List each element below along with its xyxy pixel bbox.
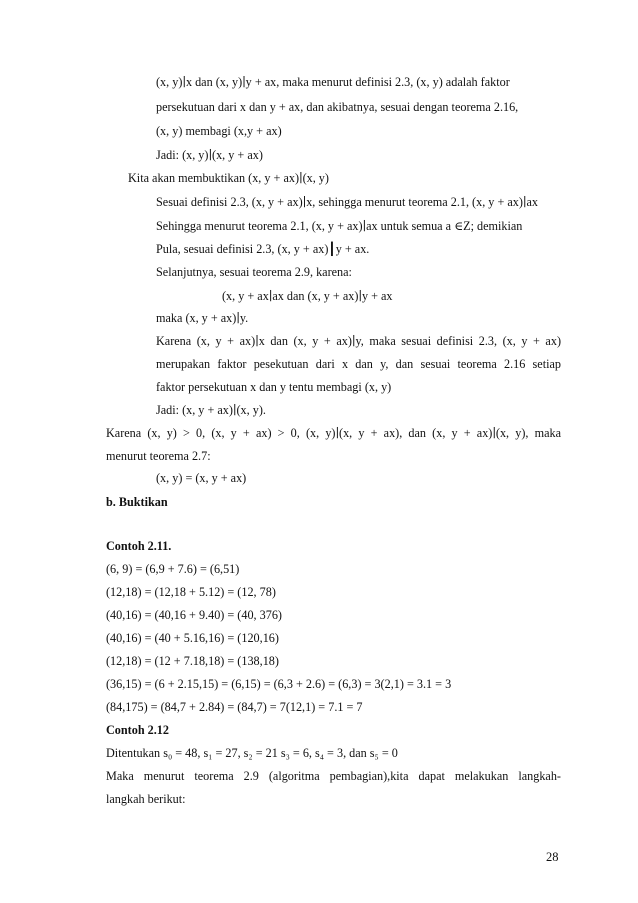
text-line: Jadi: (x, y)∣(x, y + ax) [156, 148, 263, 162]
text-line: Maka menurut teorema 2.9 (algoritma pembagian),kita dapat melakukan langkah- [106, 769, 561, 783]
text-line: (x, y)∣x dan (x, y)∣y + ax, maka menurut definisi 2.3, (x, y) adalah faktor [156, 75, 510, 89]
text-line: (x, y) = (x, y + ax) [156, 471, 247, 485]
equation-line: (40,16) = (40 + 5.16,16) = (120,16) [106, 631, 279, 645]
equation-line: (36,15) = (6 + 2.15,15) = (6,15) = (6,3 + 2.6) = (6,3) = 3(2,1) = 3.1 = 3 [106, 677, 452, 691]
example-title: Contoh 2.12 [106, 723, 169, 737]
text-line: Karena (x, y + ax)∣x dan (x, y + ax)∣y, maka sesuai definisi 2.3, (x, y + ax) [156, 334, 561, 348]
equation-line: (6, 9) = (6,9 + 7.6) = (6,51) [106, 562, 240, 576]
text-line: Sesuai definisi 2.3, (x, y + ax)∣x, sehingga menurut teorema 2.1, (x, y + ax)∣ax [156, 195, 538, 209]
equation-line: (84,175) = (84,7 + 2.84) = (84,7) = 7(12,1) = 7.1 = 7 [106, 700, 363, 714]
text-line: maka (x, y + ax)∣y. [156, 311, 249, 325]
example-title: Contoh 2.11. [106, 539, 172, 553]
text-line: persekutuan dari x dan y + ax, dan akibatnya, sesuai dengan teorema 2.16, [156, 100, 519, 114]
text-line: faktor persekutuan x dan y tentu membagi (x, y) [156, 380, 392, 394]
text-line: Kita akan membuktikan (x, y + ax)∣(x, y) [128, 171, 329, 185]
text-line: Ditentukan s₀ = 48, s₁ = 27, s₂ = 21 s₃ = 6, s₄ = 3, dan s₅ = 0 [106, 746, 398, 760]
text-line: (x, y) membagi (x,y + ax) [156, 124, 282, 138]
equation-line: (40,16) = (40,16 + 9.40) = (40, 376) [106, 608, 282, 622]
text-line: menurut teorema 2.7: [106, 449, 211, 463]
text-line: (x, y + ax∣ax dan (x, y + ax)∣y + ax [222, 289, 393, 303]
equation-line: (12,18) = (12,18 + 5.12) = (12, 78) [106, 585, 276, 599]
text-line: Selanjutnya, sesuai teorema 2.9, karena: [156, 265, 352, 279]
section-heading: b. Buktikan [106, 495, 168, 509]
text-line: Jadi: (x, y + ax)∣(x, y). [156, 403, 266, 417]
text-line: Karena (x, y) > 0, (x, y + ax) > 0, (x, y)∣(x, y + ax), dan (x, y + ax)∣(x, y), maka [106, 426, 561, 440]
equation-line: (12,18) = (12 + 7.18,18) = (138,18) [106, 654, 279, 668]
text-line: Pula, sesuai definisi 2.3, (x, y + ax)┃y + ax. [156, 242, 370, 256]
page-number: 28 [546, 850, 559, 864]
text-line: Sehingga menurut teorema 2.1, (x, y + ax)∣ax untuk semua a ∈Z; demikian [156, 219, 523, 233]
text-line: merupakan faktor pesekutuan dari x dan y, dan sesuai teorema 2.16 setiap [156, 357, 561, 371]
text-line: langkah berikut: [106, 792, 186, 806]
